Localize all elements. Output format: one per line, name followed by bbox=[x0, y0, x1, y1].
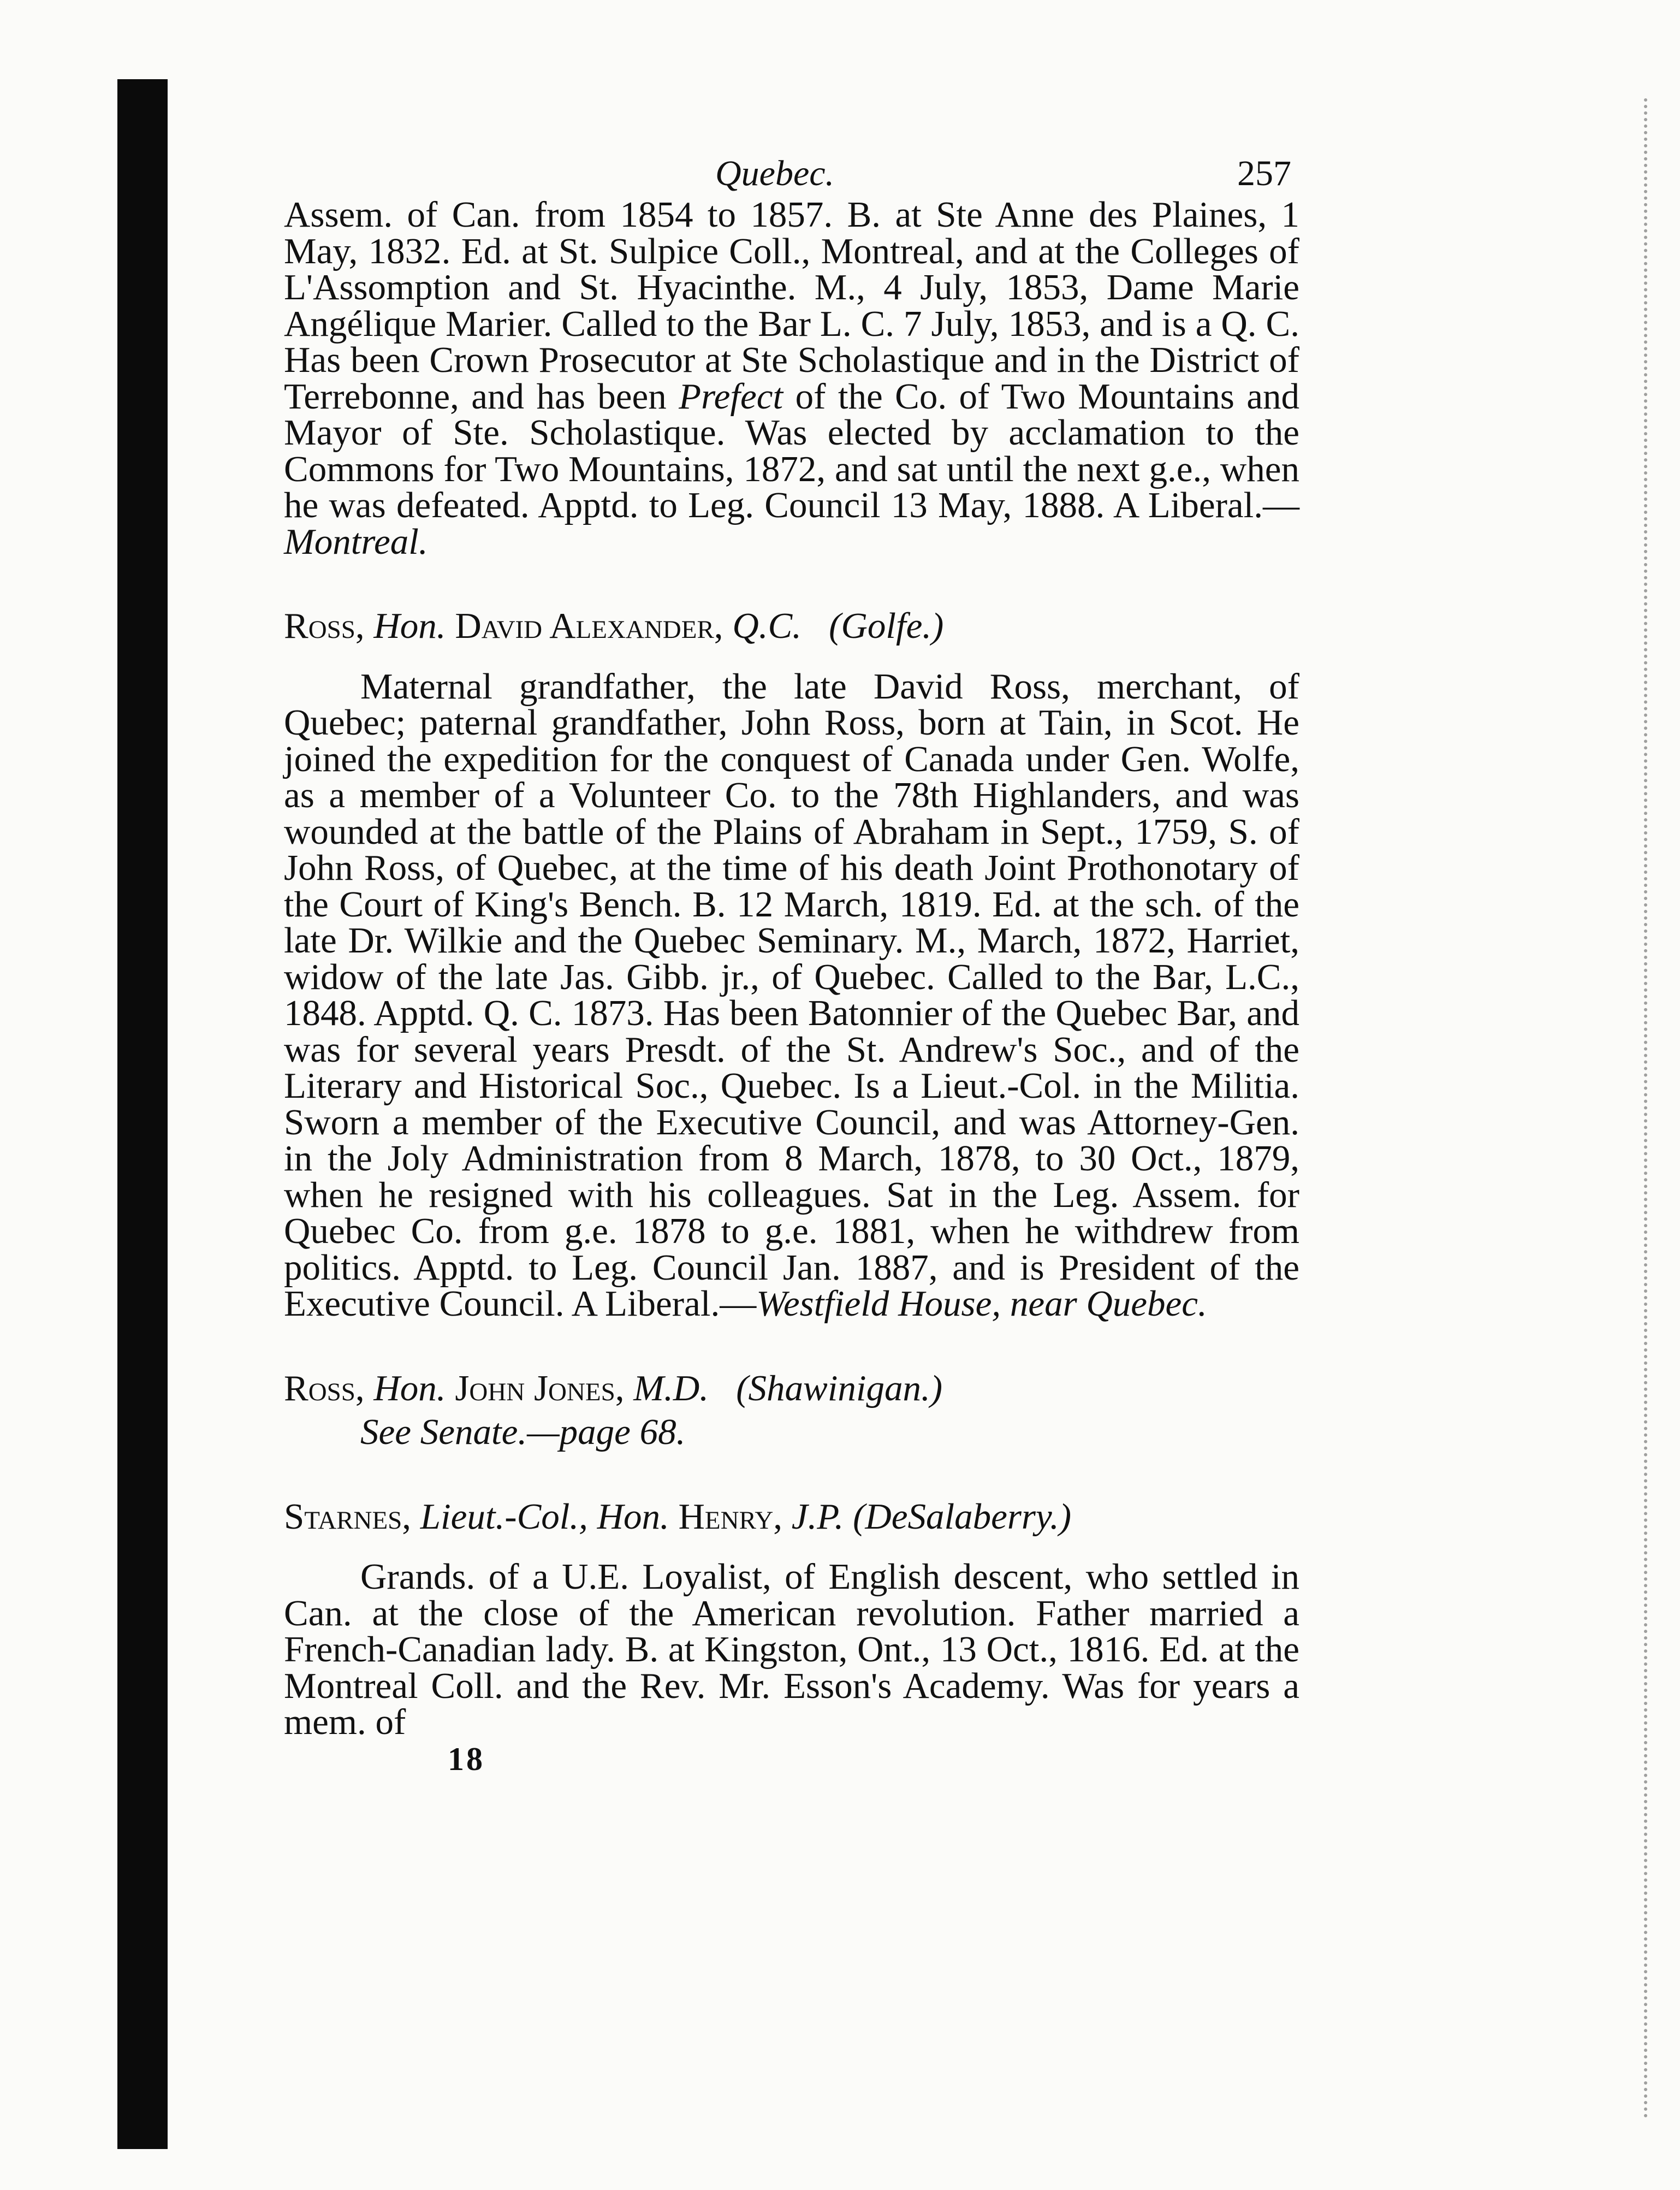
entry-qualification: Q.C. bbox=[732, 606, 802, 646]
scan-page-edge bbox=[1606, 98, 1647, 2119]
entry-honorific: Hon. bbox=[373, 1368, 446, 1408]
entry-division: (Golfe.) bbox=[829, 606, 944, 646]
entry-surname: Ross, bbox=[284, 606, 365, 646]
entry-qualification: J.P. bbox=[791, 1496, 844, 1537]
entry-honorific: Hon. bbox=[597, 1496, 669, 1537]
entry-surname: Ross, bbox=[284, 1368, 365, 1408]
signature-mark: 18 bbox=[448, 1741, 485, 1777]
entry-body-ross-david bbox=[284, 668, 1299, 1322]
running-head bbox=[284, 137, 1299, 197]
scan-binding-shadow bbox=[117, 79, 168, 2149]
entry-heading-ross-david bbox=[284, 608, 1299, 644]
entry-honorific: Hon. bbox=[373, 606, 446, 646]
running-head-title: Quebec. bbox=[715, 153, 835, 193]
entry-given-names: David Alexander, bbox=[455, 606, 723, 646]
prefect-word: Prefect bbox=[679, 376, 783, 417]
entry-heading-starnes bbox=[284, 1496, 1299, 1537]
page-number: 257 bbox=[1237, 153, 1291, 193]
entry-body-text: Grands. of a U.E. Loyalist, of English descent, who settled in Can. at the close of the American revolution. Father married a French-Canadian lady. B. at Kingston, Ont., 13 Oct., 1816. Ed. at the Montreal Coll. and the Rev. Mr. Esson's Academy. Was for years a mem. of bbox=[284, 1556, 1299, 1742]
entry-qualification: M.D. bbox=[633, 1368, 709, 1408]
entry-heading-ross-john bbox=[284, 1370, 1299, 1407]
see-reference: See Senate.—page 68. bbox=[360, 1412, 686, 1452]
continued-entry-residence: Montreal. bbox=[284, 521, 428, 562]
entry-given-names: Henry, bbox=[678, 1496, 783, 1537]
entry-surname: Starnes, bbox=[284, 1496, 412, 1537]
continued-entry-text-2: of the Co. of Two Mountains and Mayor of Ste. Scholastique. Was elected by acclamation to the Commons for Two Mountains, 1872, and sat until the next g.e., when he was defeated. Apptd. to Leg. Council 13 May, 1888. A Liberal.— bbox=[284, 376, 1299, 525]
book-page bbox=[284, 137, 1299, 1778]
entry-residence: Westfield House, near Quebec. bbox=[756, 1283, 1207, 1324]
continued-entry-text: Assem. of Can. from 1854 to 1857. B. at Ste Anne des Plaines, 1 May, 1832. Ed. at St. Sulpice Coll., Montreal, and at the Colleges of L'Assomption and St. Hyacinthe. M., 4 July, 1853, Dame Marie Angélique Marier. Called to the Bar L. C. 7 July, 1853, and is a Q. C. Has been Crown Prosecutor at Ste Scholastique and in the District of Terrebonne, and has been bbox=[284, 194, 1299, 417]
continued-entry bbox=[284, 194, 1299, 562]
entry-division: (DeSalaberry.) bbox=[853, 1496, 1072, 1537]
entry-division: (Shawinigan.) bbox=[736, 1368, 943, 1408]
entry-body-starnes bbox=[284, 1556, 1299, 1742]
entry-rank: Lieut.-Col., bbox=[420, 1496, 588, 1537]
entry-body-text: Maternal grandfather, the late David Ross, merchant, of Quebec; paternal grandfather, John Ross, born at Tain, in Scot. He joined the expedition for the conquest of Canada under Gen. Wolfe, as a member of a Volunteer Co. to the 78th Highlanders, and was wounded at the battle of the Plains of Abraham in Sept., 1759, S. of John Ross, of Quebec, at the time of his death Joint Prothonotary of the Court of King's Bench. B. 12 March, 1819. Ed. at the sch. of the late Dr. Wilkie and the Quebec Seminary. M., March, 1872, Harriet, widow of the late Jas. Gibb. jr., of Quebec. Called to the Bar, L.C., 1848. Apptd. Q. C. 1873. Has been Batonnier of the Quebec Bar, and was for several years Presdt. of the St. Andrew's Soc., and of the Literary and Historical Soc., Quebec. Is a Lieut.-Col. in the Militia. Sworn a member of the Executive Council, and was Attorney-Gen. in the Joly Administration from 8 March, 1878, to 30 Oct., 1879, when he resigned with his colleagues. Sat in the Leg. Assem. for Quebec Co. from g.e. 1878 to g.e. 1881, when he withdrew from politics. Apptd. to Leg. Council Jan. 1887, and is President of the Executive Council. A Liberal.— bbox=[284, 666, 1299, 1324]
entry-given-names: John Jones, bbox=[455, 1368, 625, 1408]
